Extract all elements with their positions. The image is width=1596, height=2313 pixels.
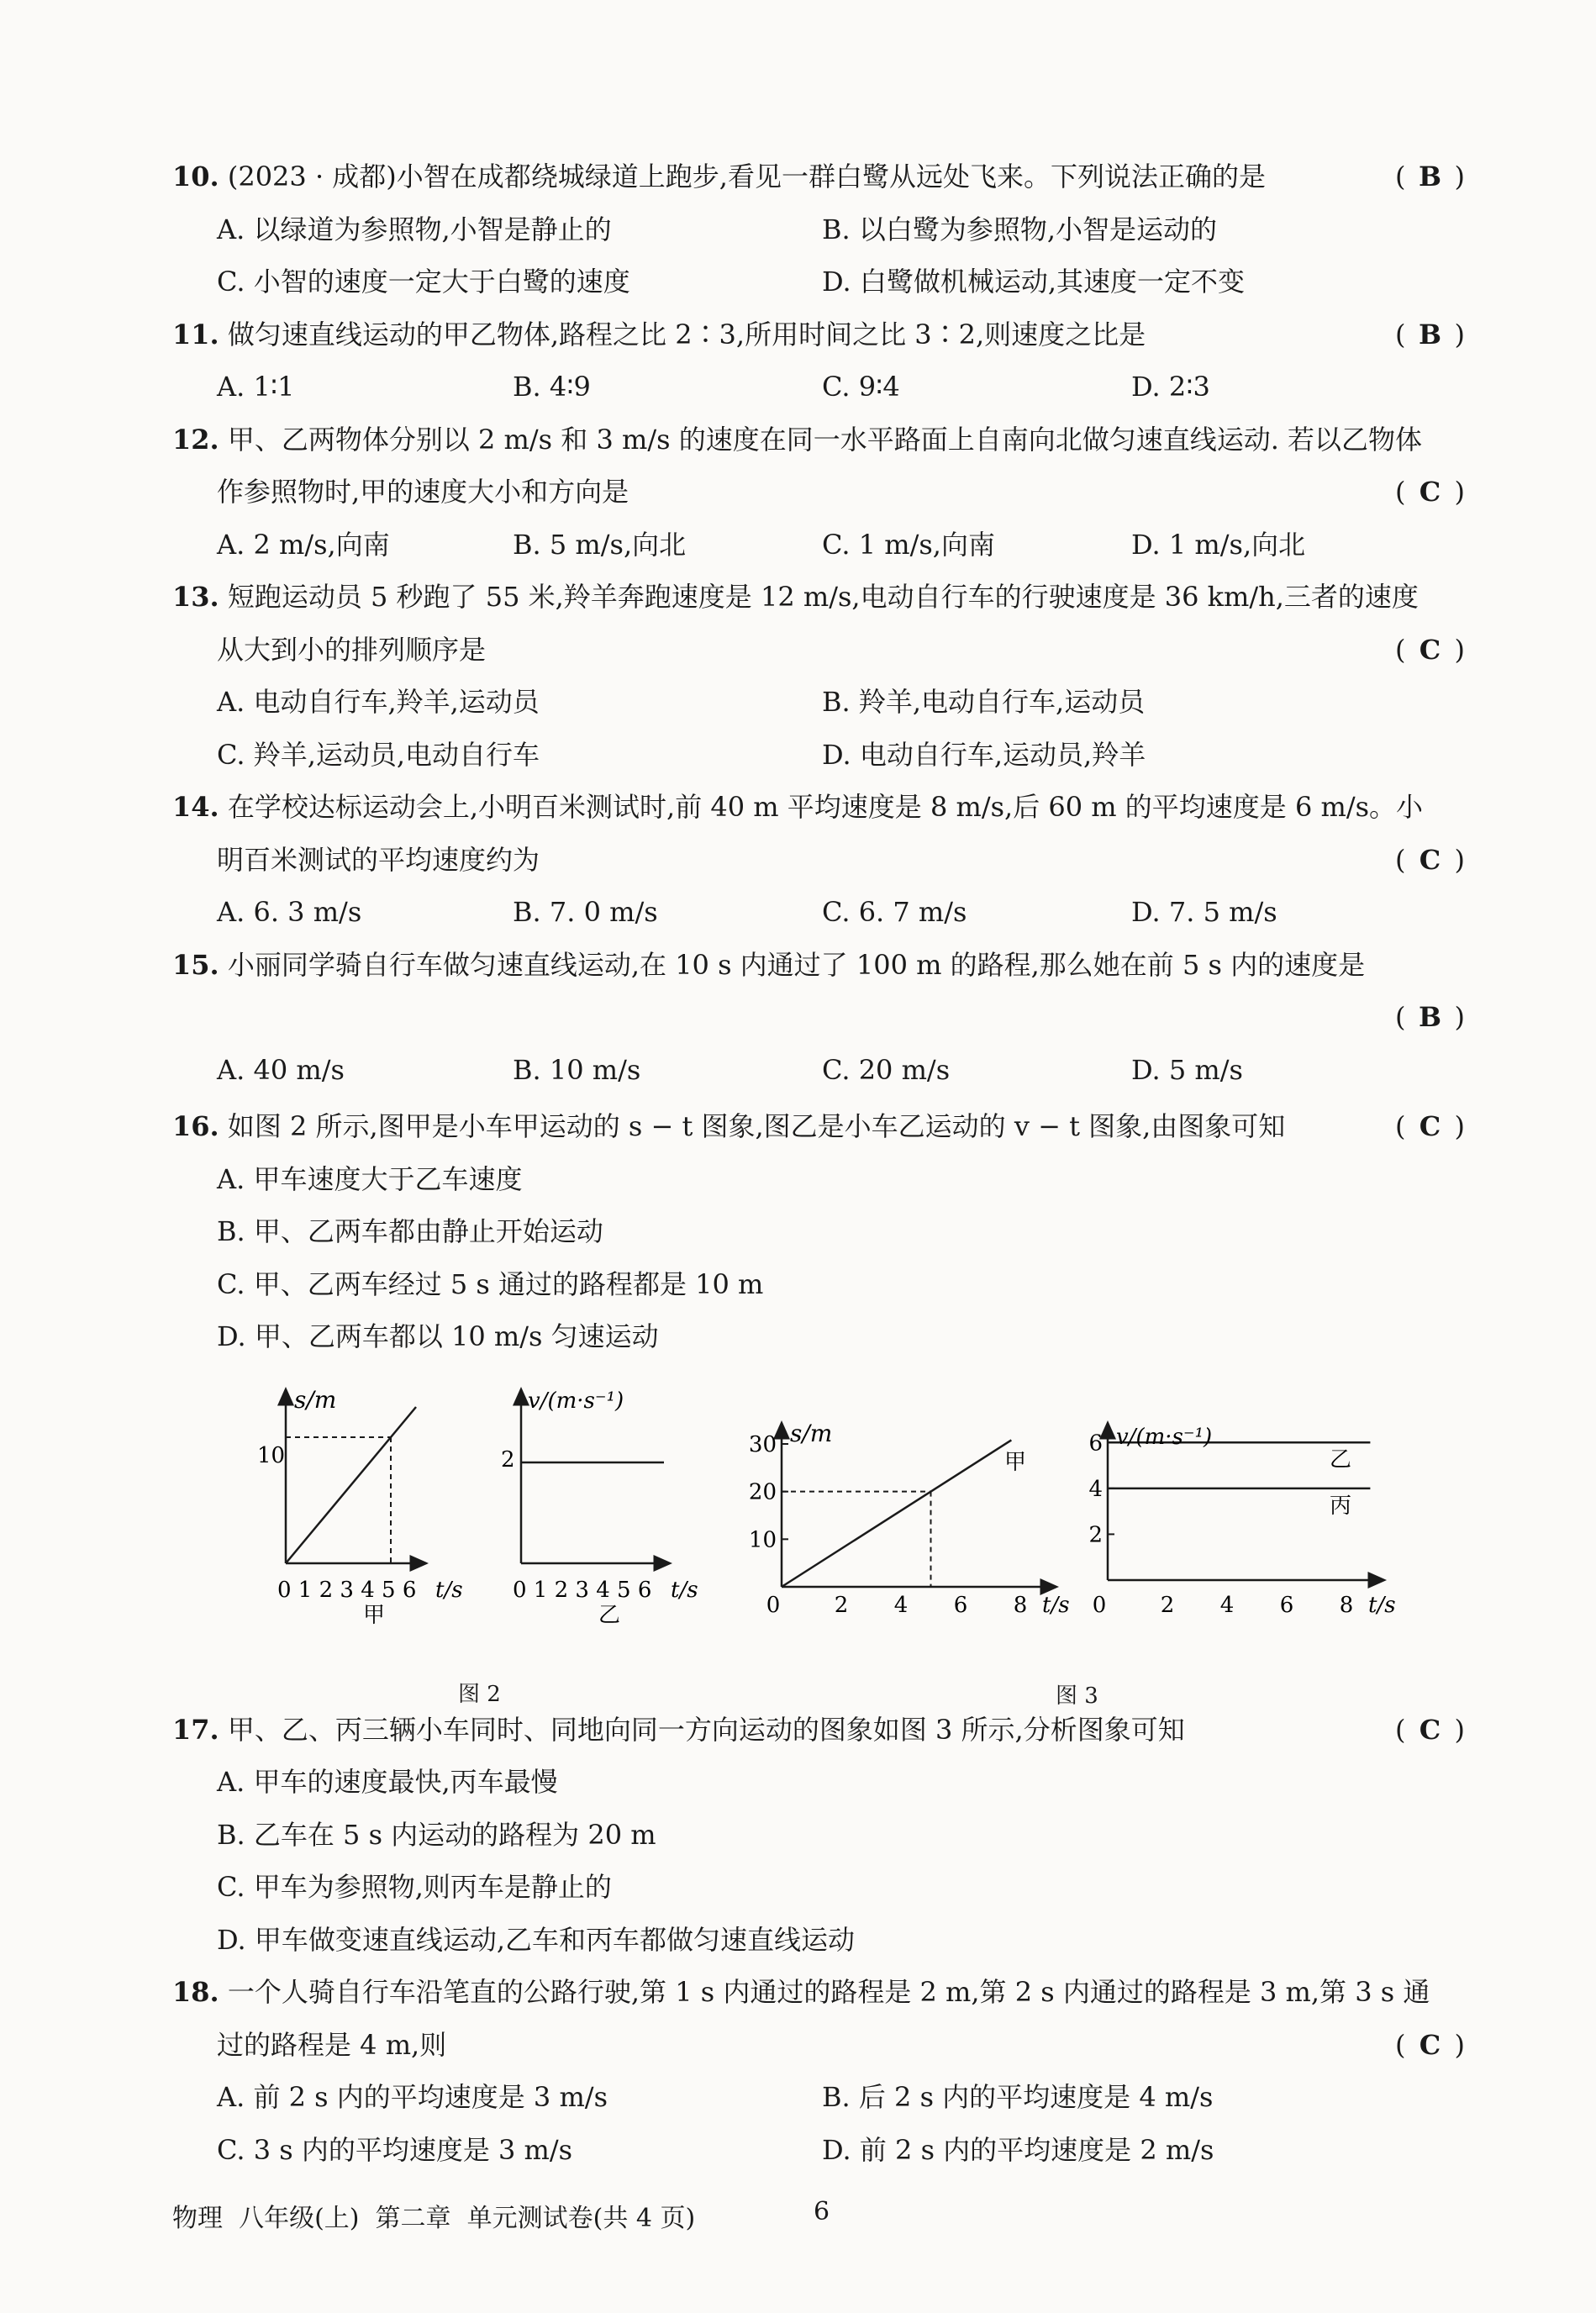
option-15a: A. 40 m/s — [217, 1054, 345, 1086]
answer-10: ( B ) — [1395, 161, 1465, 192]
fig3-vt-xtick-label: 8 — [1339, 1593, 1354, 1618]
fig2-jia-line — [286, 1407, 416, 1563]
fig3-vt-xtick-label: 6 — [1279, 1593, 1294, 1618]
question-13: 13. 短跑运动员 5 秒跑了 55 米,羚羊奔跑速度是 12 m/s,电动自行车的行驶速度是 36 km/h,三者的速度 — [172, 581, 1419, 613]
option-18d: D. 前 2 s 内的平均速度是 2 m/s — [822, 2134, 1214, 2166]
fig2-jia-ylabel: s/m — [294, 1386, 337, 1414]
option-11a: A. 1∶1 — [217, 371, 295, 403]
option-13a: A. 电动自行车,羚羊,运动员 — [217, 686, 540, 718]
fig3-st-ytick-label: 30 — [748, 1432, 777, 1457]
answer-12: ( C ) — [1395, 476, 1465, 508]
option-16c: C. 甲、乙两车经过 5 s 通过的路程都是 10 m — [217, 1268, 764, 1300]
option-12b: B. 5 m/s,向北 — [513, 529, 687, 561]
option-17c: C. 甲车为参照物,则丙车是静止的 — [217, 1871, 612, 1903]
fig3-vt-xlabel: t/s — [1368, 1593, 1396, 1618]
option-15d: D. 5 m/s — [1131, 1054, 1243, 1086]
fig2-jia-xlabel: t/s — [435, 1578, 463, 1603]
option-10a: A. 以绿道为参照物,小智是静止的 — [217, 213, 612, 245]
option-18a: A. 前 2 s 内的平均速度是 3 m/s — [217, 2081, 608, 2113]
option-11c: C. 9∶4 — [822, 371, 900, 403]
fig3-st-xtick-label: 4 — [893, 1593, 909, 1618]
fig2-jia-xticks: 0 1 2 3 4 5 6 — [277, 1578, 417, 1603]
option-12c: C. 1 m/s,向南 — [822, 529, 995, 561]
option-17d: D. 甲车做变速直线运动,乙车和丙车都做匀速直线运动 — [217, 1924, 856, 1956]
page-number: 6 — [814, 2197, 830, 2226]
fig3-vt-ytick-label: 2 — [1088, 1522, 1103, 1548]
footer-info: 物理 八年级(上) 第二章 单元测试卷(共 4 页) — [172, 2204, 696, 2233]
question-17: 17. 甲、乙、丙三辆小车同时、同地向同一方向运动的图象如图 3 所示,分析图象可知 — [172, 1714, 1185, 1746]
fig3-st-chart — [749, 1420, 1070, 1618]
question-14-line2: 明百米测试的平均速度约为 — [217, 844, 540, 876]
fig3-st-xlabel: t/s — [1042, 1593, 1070, 1618]
fig3-vt-ytick-label: 4 — [1088, 1476, 1103, 1502]
fig3-vt-xtick-label: 2 — [1160, 1593, 1175, 1618]
answer-16: ( C ) — [1395, 1110, 1465, 1142]
answer-17: ( C ) — [1395, 1714, 1465, 1746]
fig3-vt-chart — [1088, 1425, 1395, 1618]
fig3-caption: 图 3 — [1056, 1683, 1098, 1709]
fig2-yi-xticks: 0 1 2 3 4 5 6 — [513, 1578, 652, 1603]
question-16: 16. 如图 2 所示,图甲是小车甲运动的 s − t 图象,图乙是小车乙运动的 v − t 图象,由图象可知 — [172, 1110, 1286, 1142]
figures — [0, 1370, 1596, 1673]
fig2-jia-chart — [257, 1386, 463, 1628]
option-12d: D. 1 m/s,向北 — [1131, 529, 1306, 561]
option-10b: B. 以白鹭为参照物,小智是运动的 — [822, 213, 1218, 245]
fig3-st-line-label: 甲 — [1004, 1450, 1027, 1475]
fig3-st-ylabel: s/m — [790, 1420, 833, 1447]
option-14a: A. 6. 3 m/s — [217, 896, 362, 928]
option-11d: D. 2∶3 — [1131, 371, 1210, 403]
question-11: 11. 做匀速直线运动的甲乙物体,路程之比 2∶3,所用时间之比 3∶2,则速度之比是 — [172, 319, 1146, 350]
option-17a: A. 甲车的速度最快,丙车最慢 — [217, 1766, 558, 1798]
fig3-vt-label-bing: 丙 — [1330, 1494, 1352, 1519]
option-14b: B. 7. 0 m/s — [513, 896, 658, 928]
fig3-vt-xtick-label: 0 — [1092, 1593, 1107, 1618]
fig3-st-line — [782, 1440, 1011, 1587]
question-10: 10. (2023 · 成都)小智在成都绕城绿道上跑步,看见一群白鹭从远处飞来。下列说法正确的是 — [172, 161, 1266, 192]
option-11b: B. 4∶9 — [513, 371, 591, 403]
answer-13: ( C ) — [1395, 634, 1465, 666]
fig3-vt-label-yi: 乙 — [1330, 1447, 1352, 1473]
fig3-st-ytick-label: 10 — [748, 1527, 777, 1553]
option-18b: B. 后 2 s 内的平均速度是 4 m/s — [822, 2081, 1214, 2113]
answer-11: ( B ) — [1395, 319, 1465, 350]
option-13c: C. 羚羊,运动员,电动自行车 — [217, 739, 540, 771]
option-17b: B. 乙车在 5 s 内运动的路程为 20 m — [217, 1819, 656, 1851]
fig2-jia-ytick: 10 — [257, 1443, 286, 1468]
option-13d: D. 电动自行车,运动员,羚羊 — [822, 739, 1146, 771]
option-12a: A. 2 m/s,向南 — [217, 529, 390, 561]
fig3-st-xtick-label: 6 — [953, 1593, 968, 1618]
fig3-st-xtick-label: 0 — [766, 1593, 781, 1618]
fig2-jia-label: 甲 — [363, 1603, 386, 1628]
option-15c: C. 20 m/s — [822, 1054, 951, 1086]
option-13b: B. 羚羊,电动自行车,运动员 — [822, 686, 1146, 718]
option-14c: C. 6. 7 m/s — [822, 896, 967, 928]
question-18-line2: 过的路程是 4 m,则 — [217, 2029, 447, 2061]
option-16d: D. 甲、乙两车都以 10 m/s 匀速运动 — [217, 1320, 659, 1352]
question-15: 15. 小丽同学骑自行车做匀速直线运动,在 10 s 内通过了 100 m 的路程,那么她在前 5 s 内的速度是 — [172, 949, 1366, 981]
option-10c: C. 小智的速度一定大于白鹭的速度 — [217, 266, 630, 298]
fig2-yi-ylabel: v/(m·s⁻¹) — [528, 1388, 624, 1414]
question-13-line2: 从大到小的排列顺序是 — [217, 634, 487, 666]
answer-14: ( C ) — [1395, 844, 1465, 876]
question-14: 14. 在学校达标运动会上,小明百米测试时,前 40 m 平均速度是 8 m/s,后 60 m 的平均速度是 6 m/s。小 — [172, 791, 1424, 823]
option-14d: D. 7. 5 m/s — [1131, 896, 1277, 928]
fig3-vt-xtick-label: 4 — [1219, 1593, 1235, 1618]
option-16b: B. 甲、乙两车都由静止开始运动 — [217, 1215, 603, 1247]
fig2-yi-xlabel: t/s — [671, 1578, 698, 1603]
fig2-yi-label: 乙 — [598, 1603, 621, 1628]
option-15b: B. 10 m/s — [513, 1054, 641, 1086]
option-10d: D. 白鹭做机械运动,其速度一定不变 — [822, 266, 1246, 298]
fig3-vt-ytick-label: 6 — [1088, 1430, 1103, 1457]
fig2-yi-ytick: 2 — [501, 1447, 515, 1473]
option-18c: C. 3 s 内的平均速度是 3 m/s — [217, 2134, 573, 2166]
fig3-vt-ylabel: v/(m·s⁻¹) — [1116, 1425, 1213, 1450]
fig2-yi-chart — [501, 1388, 698, 1628]
fig3-st-xtick-label: 8 — [1013, 1593, 1028, 1618]
fig3-st-ytick-label: 20 — [748, 1479, 777, 1505]
fig2-caption: 图 2 — [458, 1682, 501, 1707]
question-12-line2: 作参照物时,甲的速度大小和方向是 — [217, 476, 629, 508]
question-12: 12. 甲、乙两物体分别以 2 m/s 和 3 m/s 的速度在同一水平路面上自南向北做匀速直线运动. 若以乙物体 — [172, 424, 1423, 456]
answer-18: ( C ) — [1395, 2029, 1465, 2061]
question-18: 18. 一个人骑自行车沿笔直的公路行驶,第 1 s 内通过的路程是 2 m,第 2 s 内通过的路程是 3 m,第 3 s 通 — [172, 1976, 1430, 2008]
answer-15: ( B ) — [1395, 1001, 1465, 1033]
option-16a: A. 甲车速度大于乙车速度 — [217, 1163, 523, 1195]
fig3-st-xtick-label: 2 — [834, 1593, 849, 1618]
